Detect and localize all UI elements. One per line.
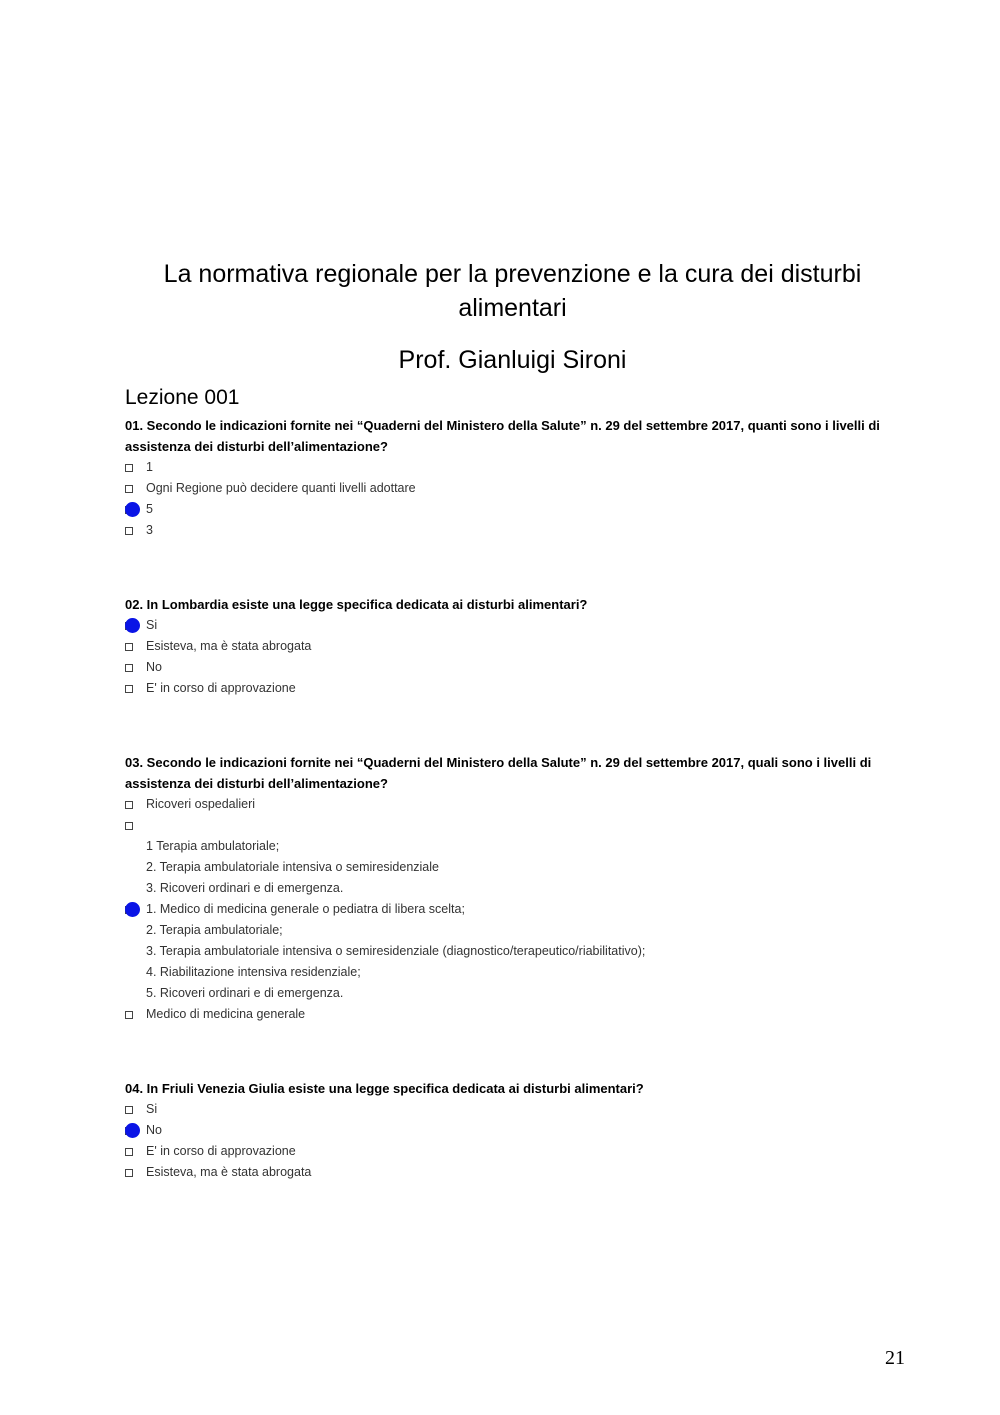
answer-option[interactable] [125, 615, 885, 636]
answer-option-label: 5 [146, 502, 153, 516]
answer-option-label: 3. Ricoveri ordinari e di emergenza. [146, 881, 344, 895]
checkbox-icon[interactable] [125, 801, 133, 809]
answer-option-label: E' in corso di approvazione [146, 681, 296, 695]
question-text: 02. In Lombardia esiste una legge specifica dedicata ai disturbi alimentari? [125, 597, 588, 612]
checkbox-icon[interactable] [125, 664, 133, 672]
answer-option-label: Ricoveri ospedalieri [146, 797, 256, 811]
checkbox-icon[interactable] [125, 527, 133, 535]
checkbox-icon[interactable] [125, 685, 133, 693]
answer-option[interactable] [125, 478, 885, 499]
answer-option[interactable] [125, 520, 885, 541]
answer-option[interactable] [125, 1099, 885, 1120]
answer-option-label: Esisteva, ma è stata abrogata [146, 1165, 312, 1179]
question-text: 04. In Friuli Venezia Giulia esiste una legge specifica dedicata ai disturbi alimentari? [125, 1081, 644, 1096]
answer-option-label: No [146, 1123, 162, 1137]
answer-option-label: 2. Terapia ambulatoriale intensiva o semiresidenziale [146, 860, 439, 874]
answer-options [125, 794, 885, 1025]
answer-option-label: 1 Terapia ambulatoriale; [146, 839, 280, 853]
answer-option-detail [125, 941, 885, 962]
answer-option-detail [125, 836, 885, 857]
answer-option-label: E' in corso di approvazione [146, 1144, 296, 1158]
title-line-1: La normativa regionale per la prevenzione e la cura dei disturbi [163, 260, 862, 288]
answer-options [125, 457, 885, 541]
answer-options [125, 1099, 885, 1183]
answer-option-label: 3 [146, 523, 153, 537]
answer-option[interactable] [125, 1162, 885, 1183]
answer-option-label: Medico di medicina generale [146, 1007, 306, 1021]
answer-option[interactable] [125, 794, 885, 815]
checkbox-icon[interactable] [125, 464, 133, 472]
answer-option-label: No [146, 660, 162, 674]
answer-option[interactable] [125, 815, 885, 836]
answer-option-label: Si [146, 1102, 158, 1116]
lesson-heading: Lezione 001 [125, 386, 240, 409]
selected-dot-icon [125, 902, 140, 917]
answer-option-label: 2. Terapia ambulatoriale; [146, 923, 283, 937]
answer-option[interactable] [125, 1004, 885, 1025]
selected-dot-icon [125, 618, 140, 633]
question-2 [125, 594, 885, 699]
question-1 [125, 415, 885, 541]
checkbox-icon[interactable] [125, 1011, 133, 1019]
document-title [150, 257, 875, 325]
answer-option-label: Esisteva, ma è stata abrogata [146, 639, 312, 653]
checkbox-icon[interactable] [125, 485, 133, 493]
answer-option-label: Si [146, 618, 158, 632]
checkbox-icon[interactable] [125, 1148, 133, 1156]
answer-option-label: 1. Medico di medicina generale o pediatra di libera scelta; [146, 902, 465, 916]
selected-dot-icon [125, 502, 140, 517]
question-text: 01. Secondo le indicazioni fornite nei “Quaderni del Ministero della Salute” n. 29 del settembre 2017, quanti sono i livelli di assistenza dei disturbi dell’alimentazione? [125, 418, 880, 454]
answer-option-detail [125, 857, 885, 878]
checkbox-icon[interactable] [125, 822, 133, 830]
checkbox-icon[interactable] [125, 643, 133, 651]
answer-option[interactable] [125, 457, 885, 478]
selected-dot-icon [125, 1123, 140, 1138]
checkbox-icon[interactable] [125, 1106, 133, 1114]
question-text: 03. Secondo le indicazioni fornite nei “Quaderni del Ministero della Salute” n. 29 del settembre 2017, quali sono i livelli di assistenza dei disturbi dell’alimentazione? [125, 755, 872, 791]
answer-option[interactable] [125, 657, 885, 678]
title-line-2: alimentari [458, 294, 567, 322]
answer-option[interactable] [125, 678, 885, 699]
answer-option[interactable] [125, 1141, 885, 1162]
answer-option[interactable] [125, 499, 885, 520]
answer-option-detail [125, 962, 885, 983]
answer-options [125, 615, 885, 699]
answer-option-detail [125, 920, 885, 941]
answer-option[interactable] [125, 1120, 885, 1141]
answer-option-label: 3. Terapia ambulatoriale intensiva o semiresidenziale (diagnostico/terapeutico/riabilitativo); [146, 944, 646, 958]
answer-option[interactable] [125, 636, 885, 657]
author-name: Prof. Gianluigi Sironi [398, 346, 627, 374]
answer-option-label: 1 [146, 460, 153, 474]
question-4 [125, 1078, 885, 1183]
answer-option-label: 4. Riabilitazione intensiva residenziale; [146, 965, 361, 979]
page-number: 21 [885, 1347, 905, 1369]
checkbox-icon[interactable] [125, 1169, 133, 1177]
answer-option[interactable] [125, 899, 885, 920]
answer-option-label: Ogni Regione può decidere quanti livelli adottare [146, 481, 416, 495]
question-3 [125, 752, 885, 1025]
answer-option-detail [125, 878, 885, 899]
answer-option-detail [125, 983, 885, 1004]
answer-option-label: 5. Ricoveri ordinari e di emergenza. [146, 986, 344, 1000]
